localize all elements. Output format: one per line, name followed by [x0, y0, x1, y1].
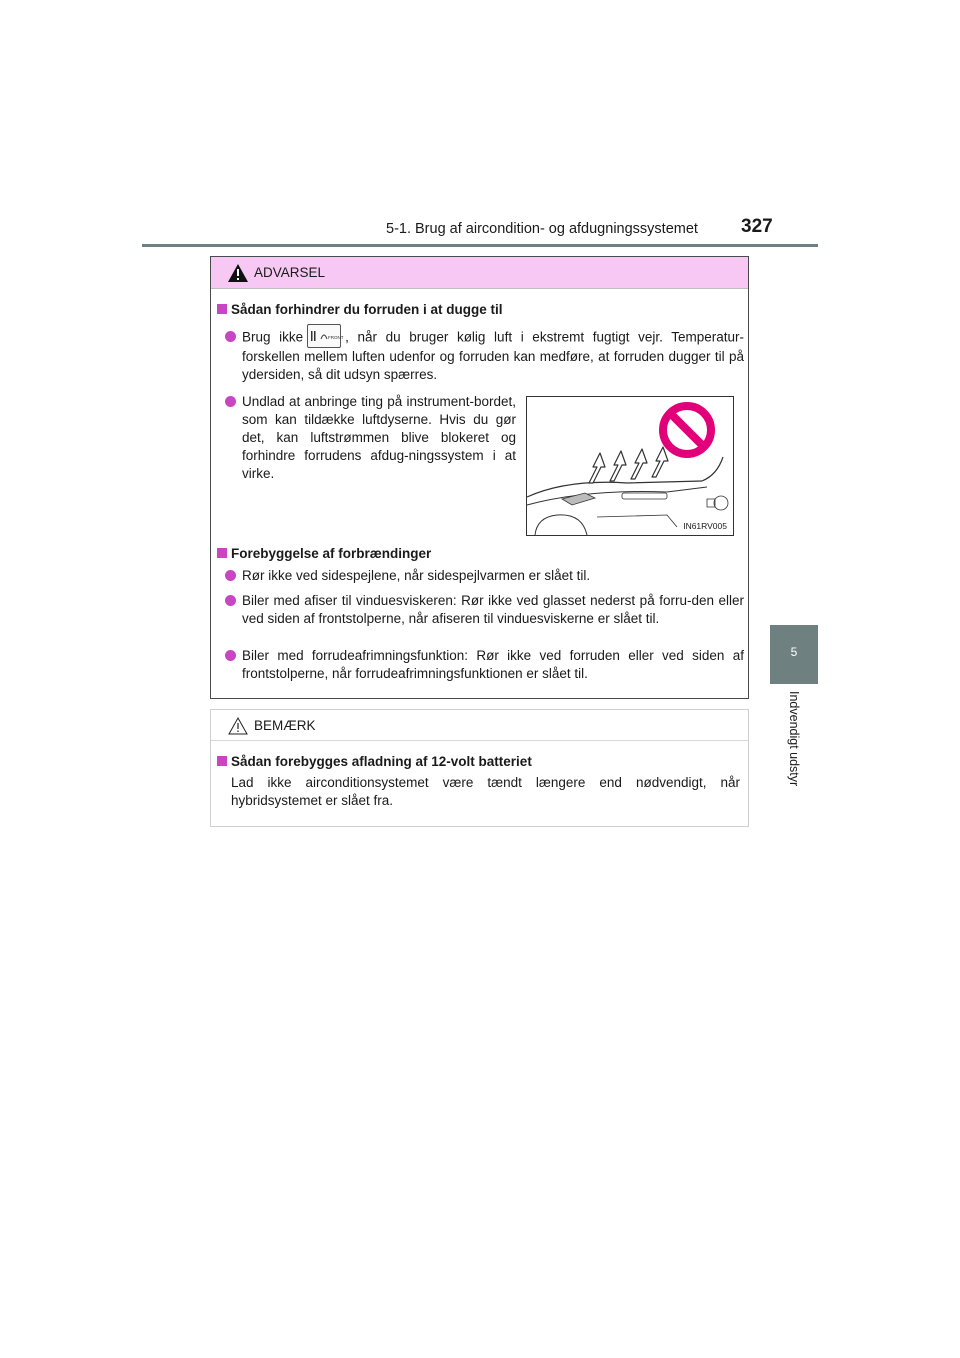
dashboard-illustration: [526, 396, 734, 536]
chapter-tab-number: 5: [790, 645, 798, 659]
bullet-mirrors: [225, 567, 744, 587]
section-square-icon: [217, 548, 227, 558]
header-rule: [142, 244, 818, 247]
note-header: [211, 710, 748, 741]
section-square-icon: [217, 756, 227, 766]
bullet-dot-icon: [225, 396, 236, 407]
note-box: [210, 709, 749, 827]
section-title-burns-text: Forebyggelse af forbrændinger: [231, 546, 432, 561]
section-title-fog-text: Sådan forhindrer du forruden i at dugge til: [231, 302, 503, 317]
bullet-dot-icon: [225, 595, 236, 606]
header-title: 5-1. Brug af aircondition- og afdugningssystemet: [386, 221, 698, 237]
front-defroster-button-icon: [307, 324, 344, 348]
note-label: BEMÆRK: [254, 718, 316, 733]
chapter-label: [772, 691, 816, 841]
bullet-wiper-deicer: [225, 592, 744, 648]
bullet-windshield-deicer-text: Biler med forrudeafrimningsfunktion: Rør ikke ved forruden eller ved siden af frontstolperne, når forrudeafrimningsfunktionen er slået til.: [242, 648, 744, 681]
section-square-icon: [217, 304, 227, 314]
illustration-code: IN61RV005: [683, 521, 727, 531]
caution-triangle-icon: [228, 717, 248, 735]
bullet-dot-icon: [225, 570, 236, 581]
page-number: 327: [741, 216, 773, 237]
warning-triangle-icon: [228, 264, 248, 282]
bullet-defroster: [225, 328, 744, 384]
chapter-tab: [770, 625, 818, 684]
section-title-battery: [217, 754, 532, 769]
warning-label: ADVARSEL: [254, 265, 326, 280]
chapter-label-text: Indvendigt udstyr: [787, 691, 801, 787]
note-body-text: Lad ikke airconditionsystemet være tændt længere end nødvendigt, når hybridsystemet er slået fra.: [231, 775, 740, 808]
front-defroster-icon-text: FRONT: [328, 335, 344, 340]
bullet-instrument-panel: [225, 393, 515, 488]
warning-box: [210, 256, 749, 699]
bullet-wiper-deicer-text: Biler med afiser til vinduesviskeren: Rør ikke ved glasset nederst på forru-den eller ved siden af frontstolperne, når afiseren til vinduesviskerne er slået til.: [242, 593, 744, 626]
bullet-defroster-text-after: , når du bruger kølig luft i ekstremt fugtigt vejr. Temperatur-forskellen mellem luften udenfor og forruden kan medføre, at forruden dugger til på ydersiden, så dit udsyn spærres.: [242, 329, 744, 382]
bullet-dot-icon: [225, 650, 236, 661]
warning-header: [211, 257, 748, 289]
dashboard-vents-illustration: [527, 397, 733, 535]
bullet-mirrors-text: Rør ikke ved sidespejlene, når sidespejlvarmen er slået til.: [242, 568, 591, 583]
bullet-windshield-deicer: [225, 647, 744, 685]
bullet-defroster-text-before: Brug ikke: [242, 329, 304, 345]
section-title-battery-text: Sådan forebygges afladning af 12-volt batteriet: [231, 754, 532, 769]
bullet-instrument-panel-text: Undlad at anbringe ting på instrument-bordet, som kan tildække luftdyserne. Hvis du gør det, kan luftstrømmen blive blokeret og forhindre forrudens afdug-ningssystem i at virke.: [242, 394, 516, 481]
bullet-dot-icon: [225, 331, 236, 342]
section-title-fog: [217, 302, 503, 317]
section-title-burns: [217, 546, 431, 561]
